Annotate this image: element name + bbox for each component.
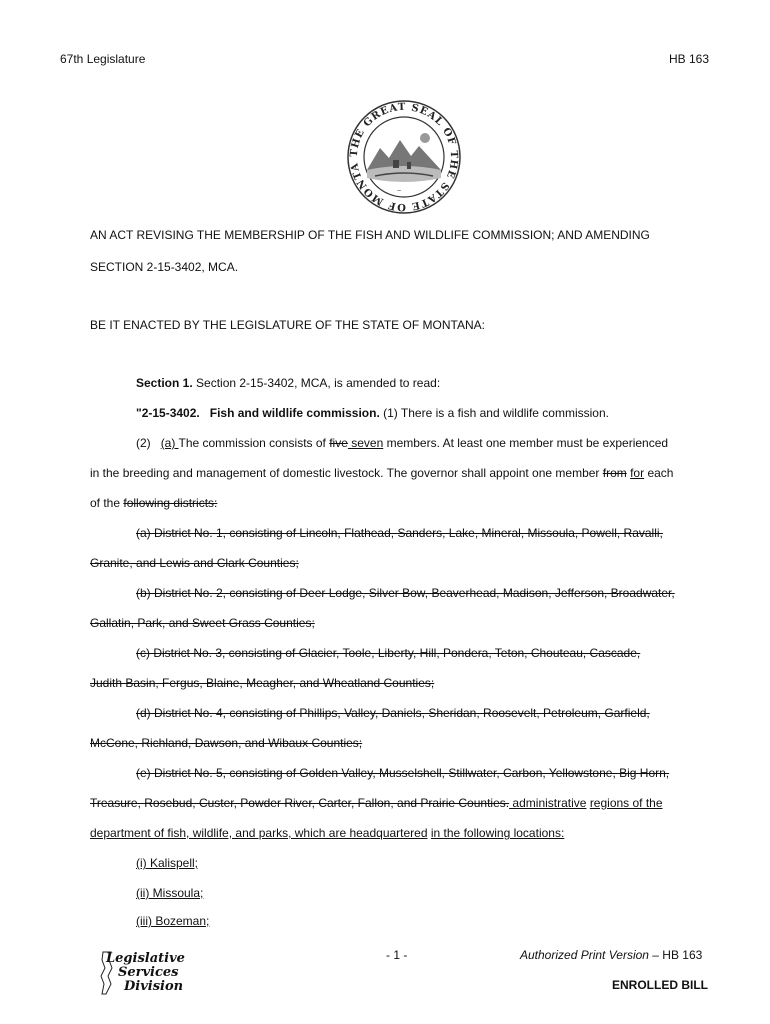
struck-district-4: (d) District No. 4, consisting of Phillips, Valley, Daniels, Sheridan, Roosevelt, Petroleum, Garfield, (136, 706, 650, 720)
statute-text: (1) There is a fish and wildlife commission. (379, 406, 609, 420)
body-line (90, 796, 663, 810)
text: members. At least one member must be experienced (383, 436, 669, 450)
act-title-line-1: AN ACT REVISING THE MEMBERSHIP OF THE FISH AND WILDLIFE COMMISSION; AND AMENDING (90, 228, 650, 242)
struck-district-3: (c) District No. 3, consisting of Glacier, Toole, Liberty, Hill, Pondera, Teton, Chouteau, Cascade, (136, 646, 641, 660)
statute-number: "2-15-3402. (136, 406, 200, 420)
text: of the (90, 496, 124, 510)
statute-heading-line (136, 406, 609, 420)
subsection-number: (2) (136, 436, 151, 450)
seal-ring-text: THE GREAT SEAL OF THE STATE OF MONTA (348, 101, 460, 213)
struck-district-4-cont: McCone, Richland, Dawson, and Wibaux Counties; (90, 736, 363, 750)
struck-text: Treasure, Rosebud, Custer, Powder River, Carter, Fallon, and Prairie Counties. (90, 796, 510, 810)
location-missoula: (ii) Missoula; (136, 886, 204, 900)
body-line (90, 466, 673, 480)
text: in the breeding and management of domestic livestock. The governor shall appoint one member (90, 466, 603, 480)
struck-from: from (602, 466, 627, 480)
print-version: Authorized Print Version – HB 163 (520, 948, 703, 962)
svg-text:~: ~ (397, 188, 402, 195)
inserted-text: administrative (509, 796, 587, 810)
enacting-clause: BE IT ENACTED BY THE LEGISLATURE OF THE STATE OF MONTANA: (90, 318, 485, 332)
body-line (90, 496, 217, 510)
inserted-for: for (630, 466, 645, 480)
section-label: Section 1. (136, 376, 193, 390)
inserted-a: (a) (160, 436, 179, 450)
text: The commission consists of (178, 436, 330, 450)
struck-district-3-cont: Judith Basin, Fergus, Blaine, Meagher, and Wheatland Counties; (90, 676, 435, 690)
location-kalispell: (i) Kalispell; (136, 856, 199, 870)
statute-title: Fish and wildlife commission. (209, 406, 380, 420)
enrolled-bill-label: ENROLLED BILL (612, 978, 708, 992)
struck-district-2: (b) District No. 2, consisting of Deer Lodge, Silver Bow, Beaverhead, Madison, Jefferson, Broadwater, (136, 586, 675, 600)
struck-district-2-cont: Gallatin, Park, and Sweet Grass Counties; (90, 616, 315, 630)
inserted-text: in the following locations: (430, 826, 565, 840)
inserted-seven: seven (347, 436, 384, 450)
section-text: Section 2-15-3402, MCA, is amended to read: (192, 376, 441, 390)
struck-district-1-cont: Granite, and Lewis and Clark Counties; (90, 556, 299, 570)
legislative-services-logo: Legislative Services Division (100, 950, 190, 998)
subsection-2-line (136, 436, 668, 450)
body-line (90, 826, 564, 840)
struck-district-1: (a) District No. 1, consisting of Lincoln, Flathead, Sanders, Lake, Mineral, Missoula, Powell, Ravalli, (136, 526, 663, 540)
location-bozeman: (iii) Bozeman; (136, 914, 210, 928)
header-legislature: 67th Legislature (60, 52, 146, 66)
state-seal (345, 98, 463, 216)
header-bill-number: HB 163 (669, 52, 710, 66)
section-1-line (136, 376, 440, 390)
text: each (644, 466, 674, 480)
struck-five: five (329, 436, 348, 450)
page-number: - 1 - (386, 948, 408, 962)
inserted-text: department of fish, wildlife, and parks, which are headquartered (90, 826, 428, 840)
struck-district-5: (e) District No. 5, consisting of Golden Valley, Musselshell, Stillwater, Carbon, Yellowstone, Big Horn, (136, 766, 670, 780)
struck-text: following districts: (123, 496, 218, 510)
act-title-line-2: SECTION 2-15-3402, MCA. (90, 260, 239, 274)
inserted-text: regions of the (589, 796, 663, 810)
